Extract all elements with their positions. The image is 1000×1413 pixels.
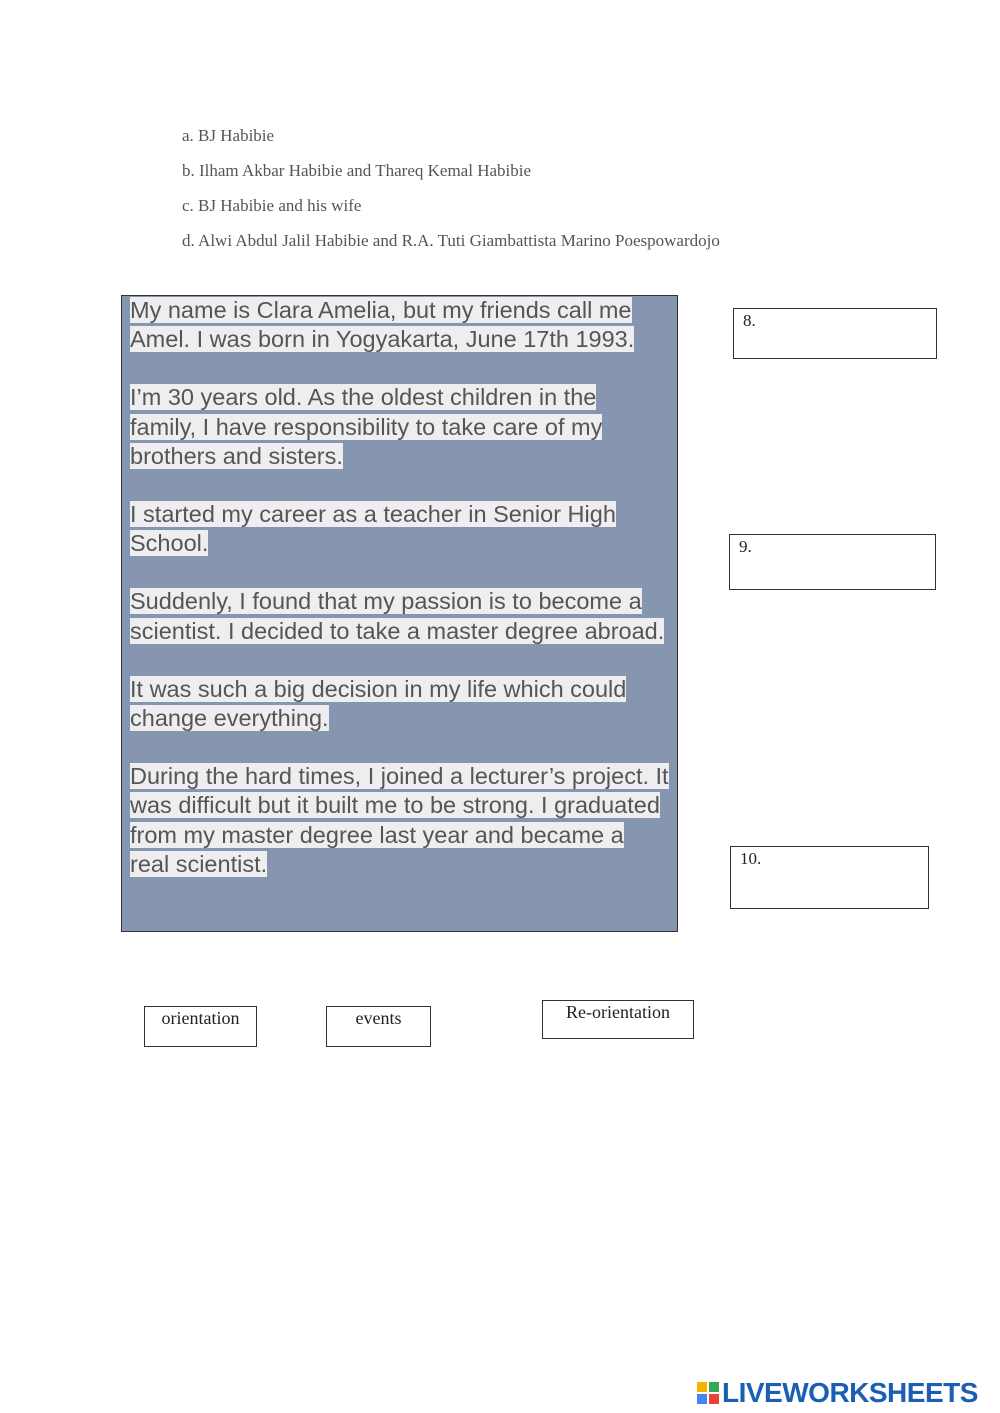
option-c: c. BJ Habibie and his wife [182, 196, 362, 215]
option-b: b. Ilham Akbar Habibie and Thareq Kemal Habibie [182, 161, 532, 180]
passage-paragraph [130, 762, 669, 879]
option-d: d. Alwi Abdul Jalil Habibie and R.A. Tuti Giambattista Marino Poespowardojo [182, 231, 720, 250]
paragraph-text: Suddenly, I found that my passion is to become a scientist. I decided to take a master degree abroad. [130, 588, 665, 644]
paragraph-text: It was such a big decision in my life which could change everything. [130, 675, 627, 732]
paragraph-text: I started my career as a teacher in Senior High School. [130, 501, 616, 557]
logo-icon [697, 1382, 719, 1404]
passage-paragraph [130, 675, 669, 733]
passage-paragraph [130, 500, 669, 558]
passage-paragraph [130, 587, 669, 645]
answer-box-9[interactable] [729, 534, 936, 590]
label-text: events [355, 1008, 402, 1028]
paragraph-text: During the hard times, I joined a lecturer’s project. It was difficult but it built me to be strong. I graduated from my master degree last year and became a real scientist. [130, 763, 669, 877]
option-a: a. BJ Habibie [182, 126, 275, 145]
liveworksheets-logo [697, 1378, 978, 1408]
answer-options [182, 118, 720, 258]
paragraph-text: I’m 30 years old. As the oldest children in the family, I have responsibility to take care of my brothers and sisters. [130, 384, 603, 469]
label-text: Re-orientation [566, 1002, 670, 1022]
logo-text: LIVEWORKSHEETS [722, 1377, 978, 1408]
label-re-orientation[interactable] [542, 1000, 694, 1039]
passage-paragraph [130, 383, 669, 471]
label-text: orientation [161, 1008, 240, 1028]
answer-number: 10. [740, 849, 762, 868]
answer-box-8[interactable] [733, 308, 937, 359]
label-orientation[interactable] [144, 1006, 257, 1047]
passage-paragraph [130, 296, 669, 354]
label-events[interactable] [326, 1006, 431, 1047]
paragraph-text: My name is Clara Amelia, but my friends call me Amel. I was born in Yogyakarta, June 17th 1993. [130, 297, 635, 353]
answer-box-10[interactable] [730, 846, 929, 909]
answer-number: 9. [739, 537, 752, 556]
reading-passage [121, 295, 678, 932]
answer-number: 8. [743, 311, 756, 330]
